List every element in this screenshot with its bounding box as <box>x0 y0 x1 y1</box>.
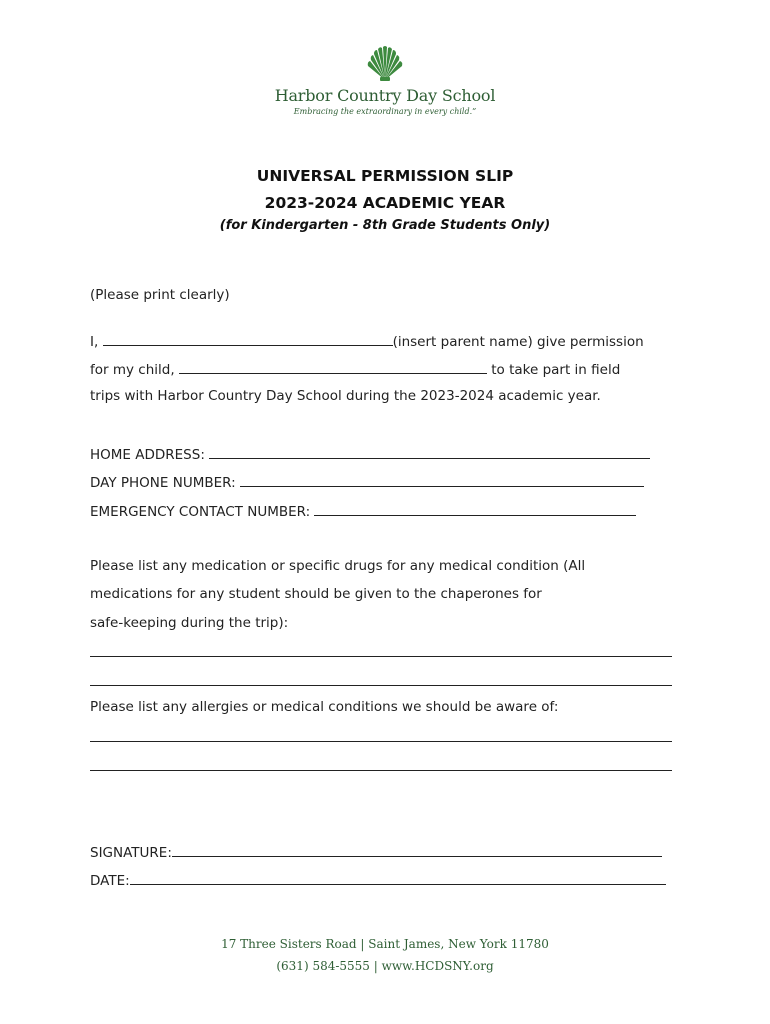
school-tagline: Embracing the extraordinary in every child.” <box>293 107 477 116</box>
home-address-field[interactable] <box>209 444 650 459</box>
line2-prefix: for my child, <box>90 362 175 378</box>
grade-scope-subtitle: (for Kindergarten - 8th Grade Students Only) <box>219 218 551 233</box>
school-logo <box>0 46 770 116</box>
child-name-field[interactable] <box>179 359 487 374</box>
home-address-label: HOME ADDRESS: <box>90 447 205 463</box>
academic-year-title: 2023-2024 ACADEMIC YEAR <box>264 194 506 212</box>
signature-line <box>90 842 662 861</box>
medication-answer-line-1[interactable] <box>90 656 672 657</box>
line1-suffix: (insert parent name) give permission <box>392 334 644 350</box>
school-name: Harbor Country Day School <box>274 86 496 105</box>
child-name-line <box>90 359 620 378</box>
date-line <box>90 870 666 889</box>
document-title: UNIVERSAL PERMISSION SLIP <box>256 167 514 185</box>
signature-label: SIGNATURE: <box>90 845 172 861</box>
emergency-contact-label: EMERGENCY CONTACT NUMBER: <box>90 504 311 520</box>
emergency-contact-line <box>90 501 636 520</box>
medication-prompt-3: safe-keeping during the trip): <box>90 615 289 631</box>
medication-prompt-1: Please list any medication or specific drugs for any medical condition (All <box>90 558 586 574</box>
home-address-line <box>90 444 650 463</box>
allergies-answer-line-1[interactable] <box>90 741 672 742</box>
footer-contact: (631) 584-5555 | www.HCDSNY.org <box>276 959 494 973</box>
line2-suffix: to take part in field <box>491 362 621 378</box>
medication-prompt-2: medications for any student should be given to the chaperones for <box>90 586 542 602</box>
allergies-prompt: Please list any allergies or medical conditions we should be aware of: <box>90 699 559 715</box>
signature-field[interactable] <box>172 842 662 857</box>
parent-name-field[interactable] <box>103 331 393 346</box>
day-phone-line <box>90 472 644 491</box>
parent-permission-line <box>90 331 644 350</box>
field-trip-statement: trips with Harbor Country Day School during the 2023-2024 academic year. <box>90 388 601 404</box>
footer-address: 17 Three Sisters Road | Saint James, New York 11780 <box>221 937 549 951</box>
medication-answer-line-2[interactable] <box>90 685 672 686</box>
allergies-answer-line-2[interactable] <box>90 770 672 771</box>
date-label: DATE: <box>90 873 130 889</box>
shell-fan-icon <box>365 46 405 82</box>
emergency-contact-field[interactable] <box>314 501 636 516</box>
line1-prefix: I, <box>90 334 99 350</box>
print-instruction: (Please print clearly) <box>90 287 230 303</box>
day-phone-label: DAY PHONE NUMBER: <box>90 475 236 491</box>
date-field[interactable] <box>130 870 666 885</box>
day-phone-field[interactable] <box>240 472 644 487</box>
